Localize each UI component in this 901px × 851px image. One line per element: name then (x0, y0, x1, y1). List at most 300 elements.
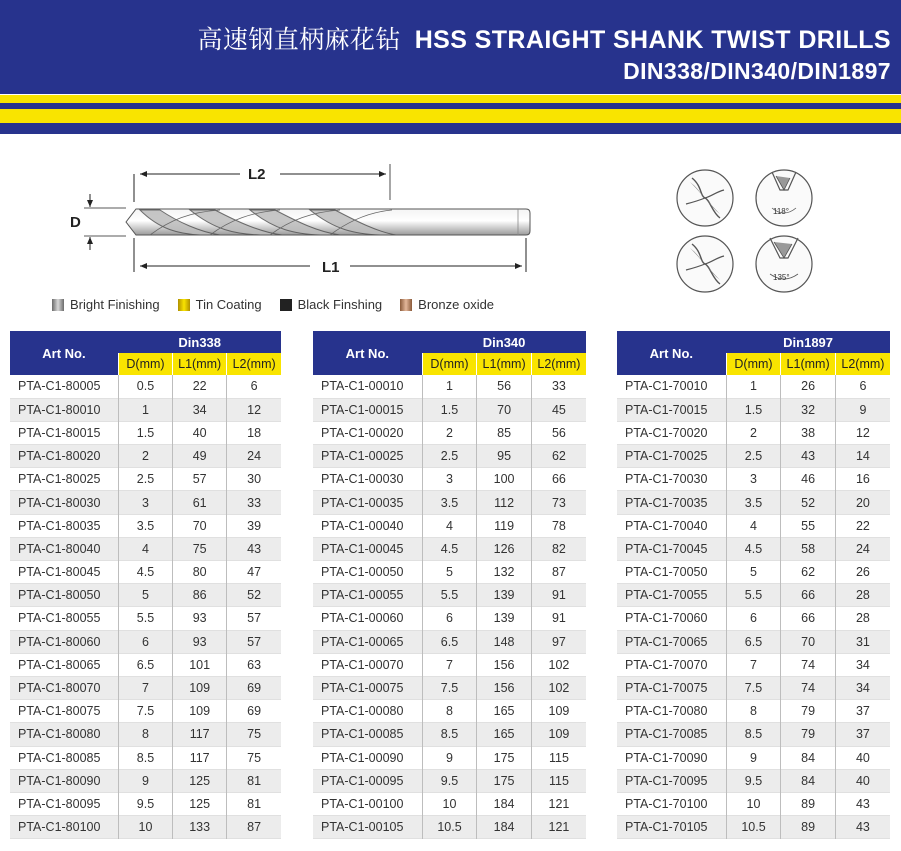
diameter-cell: 2.5 (118, 468, 172, 491)
art-no-cell: PTA-C1-80075 (10, 700, 118, 723)
table-body (617, 375, 890, 839)
table-row (313, 816, 586, 839)
table-row (10, 816, 281, 839)
art-no-cell: PTA-C1-00025 (313, 445, 422, 468)
table-row (10, 676, 281, 699)
art-no-cell: PTA-C1-80080 (10, 723, 118, 746)
l2-label: L2 (248, 166, 266, 183)
l2-cell: 62 (531, 445, 586, 468)
art-no-cell: PTA-C1-00105 (313, 816, 422, 839)
l2-cell: 24 (835, 537, 890, 560)
din338-table (10, 331, 281, 839)
l2-cell: 16 (835, 468, 890, 491)
diameter-cell: 4 (422, 514, 477, 537)
l2-cell: 43 (835, 792, 890, 815)
l1-cell: 89 (781, 792, 836, 815)
header-banner (0, 0, 901, 94)
l2-cell: 47 (227, 561, 281, 584)
tin-coating-swatch (178, 299, 190, 311)
l1-cell: 58 (781, 537, 836, 560)
table-row (617, 792, 890, 815)
l1-cell: 66 (781, 584, 836, 607)
table-title: Din338 (118, 331, 281, 353)
l2-cell: 37 (835, 723, 890, 746)
table-row (617, 421, 890, 444)
l1-cell: 26 (781, 375, 836, 398)
diameter-cell: 8.5 (118, 746, 172, 769)
table-row (313, 398, 586, 421)
table-row (10, 792, 281, 815)
angle-118-label: 118° (773, 207, 789, 216)
l2-cell: 45 (531, 398, 586, 421)
l2-cell: 31 (835, 630, 890, 653)
l1-cell: 148 (477, 630, 532, 653)
table-row (617, 514, 890, 537)
legend-label: Tin Coating (195, 297, 262, 312)
column-header-art-no: Art No. (617, 331, 726, 375)
diameter-cell: 5 (422, 561, 477, 584)
art-no-cell: PTA-C1-70075 (617, 676, 726, 699)
l2-cell: 33 (227, 491, 281, 514)
column-header-l2: L2(mm) (835, 353, 890, 375)
table-row (10, 468, 281, 491)
l1-cell: 56 (477, 375, 532, 398)
art-no-cell: PTA-C1-80035 (10, 514, 118, 537)
l2-cell: 56 (531, 421, 586, 444)
art-no-cell: PTA-C1-00100 (313, 792, 422, 815)
l1-cell: 89 (781, 816, 836, 839)
diameter-cell: 5 (726, 561, 781, 584)
l1-cell: 156 (477, 653, 532, 676)
table-row (617, 561, 890, 584)
column-header-l2: L2(mm) (227, 353, 281, 375)
l1-cell: 70 (173, 514, 227, 537)
table-row (10, 700, 281, 723)
table-row (313, 653, 586, 676)
art-no-cell: PTA-C1-80050 (10, 584, 118, 607)
l1-cell: 165 (477, 700, 532, 723)
l1-cell: 22 (173, 375, 227, 398)
l1-cell: 100 (477, 468, 532, 491)
art-no-cell: PTA-C1-00010 (313, 375, 422, 398)
diameter-cell: 1 (726, 375, 781, 398)
l1-cell: 93 (173, 607, 227, 630)
art-no-cell: PTA-C1-70045 (617, 537, 726, 560)
table-row (10, 746, 281, 769)
table-row (10, 723, 281, 746)
table-row (10, 607, 281, 630)
table-row (313, 514, 586, 537)
l2-cell: 75 (227, 723, 281, 746)
diameter-cell: 7 (118, 676, 172, 699)
l1-cell: 40 (173, 421, 227, 444)
table-row (617, 537, 890, 560)
drill-tip-118-icon (756, 170, 812, 226)
table-row (617, 445, 890, 468)
l1-cell: 139 (477, 584, 532, 607)
l1-cell: 117 (173, 723, 227, 746)
diameter-cell: 3 (118, 491, 172, 514)
l2-cell: 121 (531, 792, 586, 815)
l1-cell: 61 (173, 491, 227, 514)
art-no-cell: PTA-C1-00045 (313, 537, 422, 560)
l1-cell: 62 (781, 561, 836, 584)
l1-cell: 74 (781, 653, 836, 676)
yellow-stripe-top (0, 95, 901, 103)
table-row (313, 630, 586, 653)
l1-cell: 66 (781, 607, 836, 630)
column-header-l1: L1(mm) (477, 353, 532, 375)
diameter-cell: 5.5 (118, 607, 172, 630)
art-no-cell: PTA-C1-80040 (10, 537, 118, 560)
table-row (10, 445, 281, 468)
table-row (617, 375, 890, 398)
art-no-cell: PTA-C1-00050 (313, 561, 422, 584)
art-no-cell: PTA-C1-70020 (617, 421, 726, 444)
title-english: HSS STRAIGHT SHANK TWIST DRILLS (414, 26, 891, 54)
table-body (10, 375, 281, 839)
art-no-cell: PTA-C1-00085 (313, 723, 422, 746)
art-no-cell: PTA-C1-70070 (617, 653, 726, 676)
diameter-cell: 5.5 (726, 584, 781, 607)
legend-item-bronze (400, 297, 494, 312)
l2-cell: 28 (835, 584, 890, 607)
legend-label: Black Finshing (297, 297, 383, 312)
diameter-cell: 10.5 (422, 816, 477, 839)
table-row (617, 584, 890, 607)
l1-label: L1 (322, 259, 340, 276)
art-no-cell: PTA-C1-00015 (313, 398, 422, 421)
l2-cell: 34 (835, 653, 890, 676)
art-no-cell: PTA-C1-70035 (617, 491, 726, 514)
drill-dimension-drawing (60, 160, 540, 285)
art-no-cell: PTA-C1-00020 (313, 421, 422, 444)
l2-cell: 30 (227, 468, 281, 491)
diameter-cell: 5 (118, 584, 172, 607)
column-header-d: D(mm) (118, 353, 172, 375)
l2-cell: 115 (531, 769, 586, 792)
l1-cell: 175 (477, 746, 532, 769)
l2-cell: 24 (227, 445, 281, 468)
l1-cell: 119 (477, 514, 532, 537)
art-no-cell: PTA-C1-80085 (10, 746, 118, 769)
diameter-cell: 4 (726, 514, 781, 537)
legend-item-tin (178, 297, 262, 312)
legend-item-black (280, 297, 383, 312)
l2-cell: 69 (227, 700, 281, 723)
l2-cell: 6 (835, 375, 890, 398)
table-title: Din1897 (726, 331, 890, 353)
column-header-d: D(mm) (726, 353, 781, 375)
art-no-cell: PTA-C1-80030 (10, 491, 118, 514)
legend-label: Bronze oxide (418, 297, 495, 312)
table-row (10, 421, 281, 444)
l2-cell: 33 (531, 375, 586, 398)
table-row (10, 630, 281, 653)
l2-cell: 34 (835, 676, 890, 699)
art-no-cell: PTA-C1-70065 (617, 630, 726, 653)
art-no-cell: PTA-C1-80055 (10, 607, 118, 630)
art-no-cell: PTA-C1-70105 (617, 816, 726, 839)
table-row (313, 468, 586, 491)
table-row (10, 584, 281, 607)
art-no-cell: PTA-C1-80010 (10, 398, 118, 421)
l2-cell: 69 (227, 676, 281, 699)
l1-cell: 156 (477, 676, 532, 699)
l1-cell: 125 (173, 769, 227, 792)
art-no-cell: PTA-C1-80070 (10, 676, 118, 699)
l1-cell: 132 (477, 561, 532, 584)
diameter-cell: 3.5 (726, 491, 781, 514)
table-row (313, 491, 586, 514)
l2-cell: 26 (835, 561, 890, 584)
diameter-cell: 1 (118, 398, 172, 421)
l1-cell: 84 (781, 746, 836, 769)
diameter-cell: 2 (726, 421, 781, 444)
table-row (617, 769, 890, 792)
table-row (313, 375, 586, 398)
diameter-cell: 8.5 (422, 723, 477, 746)
art-no-cell: PTA-C1-00075 (313, 676, 422, 699)
l2-cell: 40 (835, 746, 890, 769)
l2-cell: 91 (531, 584, 586, 607)
l2-cell: 109 (531, 723, 586, 746)
l2-cell: 102 (531, 676, 586, 699)
table-row (617, 491, 890, 514)
art-no-cell: PTA-C1-70030 (617, 468, 726, 491)
art-no-cell: PTA-C1-80020 (10, 445, 118, 468)
table-row (617, 630, 890, 653)
l2-cell: 63 (227, 653, 281, 676)
diameter-cell: 1.5 (726, 398, 781, 421)
diameter-cell: 1.5 (118, 421, 172, 444)
diameter-cell: 4.5 (118, 561, 172, 584)
diameter-cell: 9.5 (726, 769, 781, 792)
art-no-cell: PTA-C1-70050 (617, 561, 726, 584)
table-row (313, 584, 586, 607)
l1-cell: 139 (477, 607, 532, 630)
art-no-cell: PTA-C1-00030 (313, 468, 422, 491)
table-row (617, 653, 890, 676)
l2-cell: 52 (227, 584, 281, 607)
bronze-oxide-swatch (400, 299, 412, 311)
column-header-art-no: Art No. (313, 331, 422, 375)
l1-cell: 93 (173, 630, 227, 653)
d-label: D (70, 214, 81, 231)
l1-cell: 126 (477, 537, 532, 560)
diameter-cell: 6.5 (726, 630, 781, 653)
yellow-stripe-bottom (0, 109, 901, 123)
diameter-cell: 4.5 (726, 537, 781, 560)
diameter-cell: 2.5 (422, 445, 477, 468)
art-no-cell: PTA-C1-00060 (313, 607, 422, 630)
art-no-cell: PTA-C1-70055 (617, 584, 726, 607)
drill-end-view-icon (677, 170, 733, 226)
diameter-cell: 4.5 (422, 537, 477, 560)
art-no-cell: PTA-C1-70085 (617, 723, 726, 746)
table-row (617, 607, 890, 630)
l1-cell: 46 (781, 468, 836, 491)
table-row (10, 491, 281, 514)
l1-cell: 38 (781, 421, 836, 444)
din1897-table (617, 331, 890, 839)
l2-cell: 37 (835, 700, 890, 723)
l2-cell: 82 (531, 537, 586, 560)
table-title: Din340 (422, 331, 586, 353)
diameter-cell: 7 (726, 653, 781, 676)
table-row (313, 537, 586, 560)
table-row (10, 398, 281, 421)
l2-cell: 78 (531, 514, 586, 537)
diameter-cell: 7.5 (118, 700, 172, 723)
l1-cell: 55 (781, 514, 836, 537)
l2-cell: 102 (531, 653, 586, 676)
l2-cell: 43 (227, 537, 281, 560)
l2-cell: 39 (227, 514, 281, 537)
art-no-cell: PTA-C1-70080 (617, 700, 726, 723)
l2-cell: 109 (531, 700, 586, 723)
table-row (617, 398, 890, 421)
diameter-cell: 3.5 (118, 514, 172, 537)
l2-cell: 9 (835, 398, 890, 421)
l1-cell: 43 (781, 445, 836, 468)
diameter-cell: 9 (422, 746, 477, 769)
l1-cell: 32 (781, 398, 836, 421)
diameter-cell: 2 (118, 445, 172, 468)
l1-cell: 79 (781, 723, 836, 746)
l2-cell: 20 (835, 491, 890, 514)
art-no-cell: PTA-C1-80065 (10, 653, 118, 676)
table-row (313, 792, 586, 815)
diameter-cell: 6.5 (118, 653, 172, 676)
l1-cell: 184 (477, 816, 532, 839)
art-no-cell: PTA-C1-00035 (313, 491, 422, 514)
table-row (617, 816, 890, 839)
l2-cell: 43 (835, 816, 890, 839)
table-row (10, 514, 281, 537)
l2-cell: 14 (835, 445, 890, 468)
art-no-cell: PTA-C1-80005 (10, 375, 118, 398)
l1-cell: 57 (173, 468, 227, 491)
legend-label: Bright Finishing (70, 297, 160, 312)
l2-cell: 57 (227, 607, 281, 630)
art-no-cell: PTA-C1-00090 (313, 746, 422, 769)
art-no-cell: PTA-C1-70040 (617, 514, 726, 537)
l1-cell: 125 (173, 792, 227, 815)
diameter-cell: 8.5 (726, 723, 781, 746)
l1-cell: 49 (173, 445, 227, 468)
page-subtitle: DIN338/DIN340/DIN1897 (623, 58, 891, 84)
art-no-cell: PTA-C1-70095 (617, 769, 726, 792)
l1-cell: 52 (781, 491, 836, 514)
l1-cell: 101 (173, 653, 227, 676)
table-row (10, 653, 281, 676)
l1-cell: 175 (477, 769, 532, 792)
l1-cell: 184 (477, 792, 532, 815)
art-no-cell: PTA-C1-80025 (10, 468, 118, 491)
diameter-cell: 9.5 (422, 769, 477, 792)
diameter-cell: 7 (422, 653, 477, 676)
blue-stripe-bottom (0, 123, 901, 134)
diameter-cell: 7.5 (422, 676, 477, 699)
table-row (10, 561, 281, 584)
column-header-l1: L1(mm) (781, 353, 836, 375)
art-no-cell: PTA-C1-80045 (10, 561, 118, 584)
column-header-art-no: Art No. (10, 331, 118, 375)
l2-cell: 87 (227, 816, 281, 839)
diameter-cell: 8 (726, 700, 781, 723)
bright-finish-swatch (52, 299, 64, 311)
l2-cell: 57 (227, 630, 281, 653)
table-row (617, 700, 890, 723)
l2-cell: 81 (227, 792, 281, 815)
diameter-cell: 1.5 (422, 398, 477, 421)
l2-cell: 75 (227, 746, 281, 769)
art-no-cell: PTA-C1-00080 (313, 700, 422, 723)
l1-cell: 165 (477, 723, 532, 746)
l2-cell: 115 (531, 746, 586, 769)
diameter-cell: 3 (726, 468, 781, 491)
diameter-cell: 8 (118, 723, 172, 746)
l1-cell: 133 (173, 816, 227, 839)
diameter-cell: 4 (118, 537, 172, 560)
art-no-cell: PTA-C1-00065 (313, 630, 422, 653)
diameter-cell: 10 (118, 816, 172, 839)
l1-cell: 109 (173, 700, 227, 723)
art-no-cell: PTA-C1-80090 (10, 769, 118, 792)
l1-cell: 85 (477, 421, 532, 444)
l2-cell: 87 (531, 561, 586, 584)
diameter-cell: 8 (422, 700, 477, 723)
column-header-d: D(mm) (422, 353, 477, 375)
art-no-cell: PTA-C1-70010 (617, 375, 726, 398)
art-no-cell: PTA-C1-00040 (313, 514, 422, 537)
table-row (313, 769, 586, 792)
diameter-cell: 9 (726, 746, 781, 769)
art-no-cell: PTA-C1-80015 (10, 421, 118, 444)
diameter-cell: 3.5 (422, 491, 477, 514)
l1-cell: 80 (173, 561, 227, 584)
l2-cell: 22 (835, 514, 890, 537)
drill-end-view-icon-2 (677, 236, 733, 292)
column-header-l1: L1(mm) (173, 353, 227, 375)
l2-cell: 91 (531, 607, 586, 630)
table-body (313, 375, 586, 839)
table-row (617, 723, 890, 746)
title-chinese: 高速钢直柄麻花钻 (197, 25, 401, 54)
l1-cell: 84 (781, 769, 836, 792)
legend-item-bright (52, 297, 160, 312)
l2-cell: 97 (531, 630, 586, 653)
diameter-cell: 0.5 (118, 375, 172, 398)
diameter-cell: 3 (422, 468, 477, 491)
l2-cell: 73 (531, 491, 586, 514)
art-no-cell: PTA-C1-70060 (617, 607, 726, 630)
art-no-cell: PTA-C1-70025 (617, 445, 726, 468)
table-row (313, 676, 586, 699)
art-no-cell: PTA-C1-70090 (617, 746, 726, 769)
art-no-cell: PTA-C1-00055 (313, 584, 422, 607)
l1-cell: 79 (781, 700, 836, 723)
l1-cell: 70 (781, 630, 836, 653)
l1-cell: 34 (173, 398, 227, 421)
l2-cell: 18 (227, 421, 281, 444)
finish-legend (52, 297, 512, 312)
table-row (313, 746, 586, 769)
art-no-cell: PTA-C1-80100 (10, 816, 118, 839)
table-row (617, 746, 890, 769)
l2-cell: 28 (835, 607, 890, 630)
